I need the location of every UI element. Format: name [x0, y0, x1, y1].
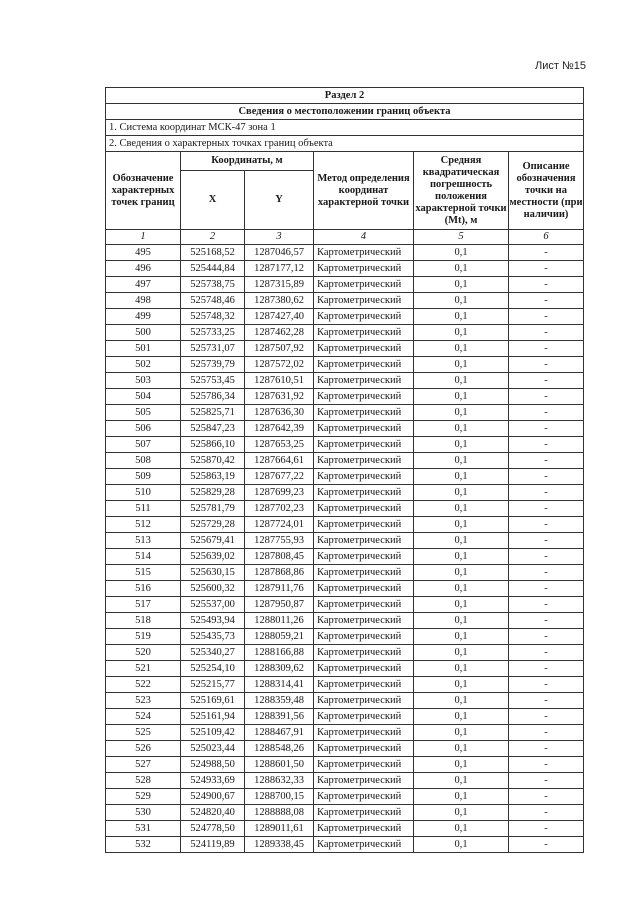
cell-method: Картометрический [314, 405, 414, 421]
cell-coord-x: 525866,10 [181, 437, 245, 453]
cell-description: - [509, 469, 584, 485]
cell-point-id: 496 [106, 261, 181, 277]
cell-error: 0,1 [414, 373, 509, 389]
cell-error: 0,1 [414, 517, 509, 533]
table-row [106, 725, 584, 741]
cell-coord-x: 525493,94 [181, 613, 245, 629]
sheet-number: Лист №15 [535, 60, 586, 72]
cell-description: - [509, 309, 584, 325]
cell-error: 0,1 [414, 757, 509, 773]
cell-coord-x: 525739,79 [181, 357, 245, 373]
cell-method: Картометрический [314, 725, 414, 741]
table-row [106, 693, 584, 709]
coordinate-system: 1. Система координат МСК-47 зона 1 [106, 120, 584, 136]
cell-description: - [509, 341, 584, 357]
cell-error: 0,1 [414, 821, 509, 837]
cell-coord-y: 1287636,30 [245, 405, 314, 421]
cell-coord-x: 524119,89 [181, 837, 245, 853]
cell-point-id: 527 [106, 757, 181, 773]
cell-point-id: 522 [106, 677, 181, 693]
cell-coord-y: 1287572,02 [245, 357, 314, 373]
table-row [106, 645, 584, 661]
cell-error: 0,1 [414, 501, 509, 517]
table-row [106, 581, 584, 597]
cell-description: - [509, 245, 584, 261]
table-row [106, 293, 584, 309]
cell-coord-x: 525169,61 [181, 693, 245, 709]
cell-description: - [509, 501, 584, 517]
cell-method: Картометрический [314, 805, 414, 821]
cell-description: - [509, 581, 584, 597]
header-description: Описание обозначения точки на местности (при наличии) [509, 152, 584, 230]
cell-method: Картометрический [314, 709, 414, 725]
cell-error: 0,1 [414, 613, 509, 629]
table-row [106, 549, 584, 565]
section-subtitle: Сведения о местоположении границ объекта [106, 104, 584, 120]
cell-coord-x: 525639,02 [181, 549, 245, 565]
cell-coord-y: 1287642,39 [245, 421, 314, 437]
table-row [106, 533, 584, 549]
cell-coord-y: 1288059,21 [245, 629, 314, 645]
cell-method: Картометрический [314, 741, 414, 757]
cell-method: Картометрический [314, 629, 414, 645]
cell-method: Картометрический [314, 325, 414, 341]
column-number-5: 5 [414, 230, 509, 245]
cell-description: - [509, 357, 584, 373]
cell-coord-x: 525786,34 [181, 389, 245, 405]
cell-coord-x: 525870,42 [181, 453, 245, 469]
table-row [106, 517, 584, 533]
cell-point-id: 506 [106, 421, 181, 437]
header-method: Метод определения координат характерной точки [314, 152, 414, 230]
cell-description: - [509, 645, 584, 661]
cell-error: 0,1 [414, 837, 509, 853]
cell-error: 0,1 [414, 549, 509, 565]
cell-point-id: 523 [106, 693, 181, 709]
cell-error: 0,1 [414, 277, 509, 293]
cell-method: Картометрический [314, 437, 414, 453]
cell-description: - [509, 261, 584, 277]
cell-point-id: 510 [106, 485, 181, 501]
column-number-2: 2 [181, 230, 245, 245]
cell-coord-y: 1287631,92 [245, 389, 314, 405]
column-number-6: 6 [509, 230, 584, 245]
cell-coord-y: 1289011,61 [245, 821, 314, 837]
cell-coord-x: 525537,00 [181, 597, 245, 613]
cell-method: Картометрический [314, 245, 414, 261]
cell-point-id: 513 [106, 533, 181, 549]
table-row [106, 501, 584, 517]
cell-coord-y: 1287664,61 [245, 453, 314, 469]
cell-error: 0,1 [414, 677, 509, 693]
cell-point-id: 501 [106, 341, 181, 357]
cell-coord-y: 1287911,76 [245, 581, 314, 597]
cell-method: Картометрический [314, 421, 414, 437]
cell-error: 0,1 [414, 773, 509, 789]
cell-coord-y: 1287950,87 [245, 597, 314, 613]
cell-coord-x: 525753,45 [181, 373, 245, 389]
cell-method: Картометрический [314, 613, 414, 629]
cell-coord-x: 525748,46 [181, 293, 245, 309]
cell-coord-y: 1288467,91 [245, 725, 314, 741]
table-row [106, 389, 584, 405]
cell-error: 0,1 [414, 421, 509, 437]
cell-method: Картометрический [314, 645, 414, 661]
table-row [106, 741, 584, 757]
cell-coord-x: 524820,40 [181, 805, 245, 821]
cell-description: - [509, 757, 584, 773]
cell-description: - [509, 725, 584, 741]
cell-description: - [509, 533, 584, 549]
cell-error: 0,1 [414, 293, 509, 309]
cell-coord-y: 1288548,26 [245, 741, 314, 757]
cell-error: 0,1 [414, 533, 509, 549]
cell-description: - [509, 453, 584, 469]
cell-coord-y: 1287177,12 [245, 261, 314, 277]
cell-coord-y: 1287677,22 [245, 469, 314, 485]
cell-point-id: 526 [106, 741, 181, 757]
cell-coord-y: 1289338,45 [245, 837, 314, 853]
cell-point-id: 517 [106, 597, 181, 613]
cell-coord-y: 1287427,40 [245, 309, 314, 325]
cell-description: - [509, 517, 584, 533]
cell-point-id: 530 [106, 805, 181, 821]
cell-coord-x: 525748,32 [181, 309, 245, 325]
cell-description: - [509, 805, 584, 821]
cell-coord-x: 525435,73 [181, 629, 245, 645]
table-row [106, 277, 584, 293]
cell-coord-x: 524778,50 [181, 821, 245, 837]
cell-error: 0,1 [414, 389, 509, 405]
cell-method: Картометрический [314, 773, 414, 789]
cell-coord-y: 1287724,01 [245, 517, 314, 533]
cell-method: Картометрический [314, 357, 414, 373]
table-row [106, 485, 584, 501]
cell-coord-x: 525863,19 [181, 469, 245, 485]
cell-coord-y: 1288166,88 [245, 645, 314, 661]
cell-coord-x: 525630,15 [181, 565, 245, 581]
cell-coord-y: 1287808,45 [245, 549, 314, 565]
cell-description: - [509, 821, 584, 837]
cell-point-id: 505 [106, 405, 181, 421]
points-info: 2. Сведения о характерных точках границ объекта [106, 136, 584, 152]
cell-coord-x: 525729,28 [181, 517, 245, 533]
cell-coord-y: 1287380,62 [245, 293, 314, 309]
cell-coord-y: 1287610,51 [245, 373, 314, 389]
cell-coord-y: 1288011,26 [245, 613, 314, 629]
table-row [106, 613, 584, 629]
cell-method: Картометрический [314, 517, 414, 533]
cell-method: Картометрический [314, 485, 414, 501]
cell-coord-y: 1287462,28 [245, 325, 314, 341]
cell-coord-x: 524933,69 [181, 773, 245, 789]
cell-method: Картометрический [314, 837, 414, 853]
cell-error: 0,1 [414, 725, 509, 741]
table-row [106, 597, 584, 613]
table-row [106, 661, 584, 677]
cell-point-id: 525 [106, 725, 181, 741]
cell-description: - [509, 293, 584, 309]
cell-coord-y: 1287699,23 [245, 485, 314, 501]
boundary-points-table [105, 87, 584, 853]
cell-point-id: 503 [106, 373, 181, 389]
table-row [106, 789, 584, 805]
cell-coord-x: 525215,77 [181, 677, 245, 693]
cell-method: Картометрический [314, 533, 414, 549]
cell-coord-x: 525781,79 [181, 501, 245, 517]
cell-coord-x: 525023,44 [181, 741, 245, 757]
cell-error: 0,1 [414, 741, 509, 757]
cell-error: 0,1 [414, 437, 509, 453]
column-number-4: 4 [314, 230, 414, 245]
cell-method: Картометрический [314, 389, 414, 405]
cell-coord-y: 1287653,25 [245, 437, 314, 453]
cell-coord-x: 525738,75 [181, 277, 245, 293]
table-row [106, 341, 584, 357]
cell-description: - [509, 421, 584, 437]
cell-coord-y: 1287315,89 [245, 277, 314, 293]
table-row [106, 565, 584, 581]
cell-method: Картометрический [314, 293, 414, 309]
cell-description: - [509, 661, 584, 677]
cell-error: 0,1 [414, 629, 509, 645]
cell-point-id: 495 [106, 245, 181, 261]
cell-error: 0,1 [414, 485, 509, 501]
cell-point-id: 508 [106, 453, 181, 469]
cell-coord-x: 525825,71 [181, 405, 245, 421]
cell-coord-y: 1288700,15 [245, 789, 314, 805]
cell-description: - [509, 485, 584, 501]
table-row [106, 677, 584, 693]
table-row [106, 357, 584, 373]
cell-coord-x: 525600,32 [181, 581, 245, 597]
cell-point-id: 529 [106, 789, 181, 805]
cell-point-id: 512 [106, 517, 181, 533]
cell-description: - [509, 837, 584, 853]
cell-error: 0,1 [414, 645, 509, 661]
cell-method: Картометрический [314, 677, 414, 693]
table-row [106, 805, 584, 821]
cell-coord-x: 525254,10 [181, 661, 245, 677]
cell-coord-y: 1287702,23 [245, 501, 314, 517]
cell-description: - [509, 629, 584, 645]
cell-method: Картометрический [314, 693, 414, 709]
header-error: Средняя квадратическая погрешность положения характерной точки (Mt), м [414, 152, 509, 230]
cell-point-id: 531 [106, 821, 181, 837]
table-row [106, 437, 584, 453]
cell-coord-y: 1287507,92 [245, 341, 314, 357]
cell-point-id: 520 [106, 645, 181, 661]
column-number-1: 1 [106, 230, 181, 245]
cell-description: - [509, 325, 584, 341]
cell-error: 0,1 [414, 661, 509, 677]
cell-coord-x: 525340,27 [181, 645, 245, 661]
cell-coord-y: 1288359,48 [245, 693, 314, 709]
cell-method: Картометрический [314, 309, 414, 325]
cell-method: Картометрический [314, 549, 414, 565]
cell-method: Картометрический [314, 565, 414, 581]
cell-error: 0,1 [414, 709, 509, 725]
cell-method: Картометрический [314, 661, 414, 677]
cell-description: - [509, 773, 584, 789]
cell-description: - [509, 613, 584, 629]
header-coordinates: Координаты, м [181, 152, 314, 171]
table-row [106, 453, 584, 469]
cell-method: Картометрический [314, 453, 414, 469]
table-row [106, 373, 584, 389]
cell-coord-x: 525731,07 [181, 341, 245, 357]
table-row [106, 821, 584, 837]
cell-point-id: 516 [106, 581, 181, 597]
cell-description: - [509, 789, 584, 805]
cell-error: 0,1 [414, 469, 509, 485]
column-number-3: 3 [245, 230, 314, 245]
cell-error: 0,1 [414, 597, 509, 613]
cell-description: - [509, 565, 584, 581]
table-row [106, 325, 584, 341]
cell-error: 0,1 [414, 341, 509, 357]
table-row [106, 709, 584, 725]
cell-coord-x: 525161,94 [181, 709, 245, 725]
cell-coord-x: 525829,28 [181, 485, 245, 501]
cell-method: Картометрический [314, 789, 414, 805]
cell-coord-x: 525444,84 [181, 261, 245, 277]
cell-point-id: 507 [106, 437, 181, 453]
cell-coord-y: 1288601,50 [245, 757, 314, 773]
cell-error: 0,1 [414, 581, 509, 597]
cell-description: - [509, 677, 584, 693]
table-row [106, 421, 584, 437]
cell-point-id: 532 [106, 837, 181, 853]
cell-description: - [509, 437, 584, 453]
cell-error: 0,1 [414, 405, 509, 421]
header-y: Y [245, 171, 314, 230]
table-row [106, 261, 584, 277]
cell-coord-x: 525733,25 [181, 325, 245, 341]
cell-description: - [509, 709, 584, 725]
cell-error: 0,1 [414, 325, 509, 341]
cell-error: 0,1 [414, 693, 509, 709]
cell-coord-y: 1288314,41 [245, 677, 314, 693]
cell-point-id: 498 [106, 293, 181, 309]
cell-coord-y: 1288309,62 [245, 661, 314, 677]
cell-method: Картометрический [314, 341, 414, 357]
cell-error: 0,1 [414, 245, 509, 261]
cell-method: Картометрический [314, 501, 414, 517]
table-row [106, 405, 584, 421]
cell-method: Картометрический [314, 277, 414, 293]
cell-point-id: 509 [106, 469, 181, 485]
cell-error: 0,1 [414, 805, 509, 821]
cell-error: 0,1 [414, 357, 509, 373]
cell-coord-x: 525847,23 [181, 421, 245, 437]
header-x: X [181, 171, 245, 230]
cell-coord-y: 1287755,93 [245, 533, 314, 549]
cell-point-id: 521 [106, 661, 181, 677]
cell-method: Картометрический [314, 373, 414, 389]
cell-point-id: 504 [106, 389, 181, 405]
cell-error: 0,1 [414, 565, 509, 581]
cell-coord-x: 525168,52 [181, 245, 245, 261]
cell-point-id: 500 [106, 325, 181, 341]
cell-coord-x: 525109,42 [181, 725, 245, 741]
table-row [106, 309, 584, 325]
cell-point-id: 502 [106, 357, 181, 373]
cell-method: Картометрический [314, 821, 414, 837]
cell-method: Картометрический [314, 469, 414, 485]
cell-method: Картометрический [314, 261, 414, 277]
table-row [106, 773, 584, 789]
cell-coord-x: 524900,67 [181, 789, 245, 805]
table-row [106, 469, 584, 485]
table-row [106, 757, 584, 773]
cell-method: Картометрический [314, 597, 414, 613]
cell-error: 0,1 [414, 453, 509, 469]
cell-description: - [509, 389, 584, 405]
cell-coord-y: 1288888,08 [245, 805, 314, 821]
cell-coord-x: 524988,50 [181, 757, 245, 773]
cell-point-id: 528 [106, 773, 181, 789]
cell-point-id: 518 [106, 613, 181, 629]
table-row [106, 245, 584, 261]
cell-point-id: 499 [106, 309, 181, 325]
cell-description: - [509, 373, 584, 389]
cell-error: 0,1 [414, 309, 509, 325]
cell-description: - [509, 741, 584, 757]
cell-error: 0,1 [414, 261, 509, 277]
cell-error: 0,1 [414, 789, 509, 805]
cell-point-id: 497 [106, 277, 181, 293]
cell-method: Картометрический [314, 581, 414, 597]
cell-point-id: 511 [106, 501, 181, 517]
table-row [106, 837, 584, 853]
cell-description: - [509, 693, 584, 709]
cell-description: - [509, 549, 584, 565]
cell-coord-y: 1288632,33 [245, 773, 314, 789]
section-title: Раздел 2 [106, 88, 584, 104]
cell-description: - [509, 597, 584, 613]
cell-point-id: 514 [106, 549, 181, 565]
cell-description: - [509, 277, 584, 293]
cell-point-id: 524 [106, 709, 181, 725]
cell-point-id: 519 [106, 629, 181, 645]
table-row [106, 629, 584, 645]
table-body [106, 245, 584, 853]
cell-coord-y: 1287868,86 [245, 565, 314, 581]
cell-coord-y: 1287046,57 [245, 245, 314, 261]
cell-description: - [509, 405, 584, 421]
cell-method: Картометрический [314, 757, 414, 773]
cell-coord-x: 525679,41 [181, 533, 245, 549]
header-point-designation: Обозначение характерных точек границ [106, 152, 181, 230]
cell-coord-y: 1288391,56 [245, 709, 314, 725]
cell-point-id: 515 [106, 565, 181, 581]
